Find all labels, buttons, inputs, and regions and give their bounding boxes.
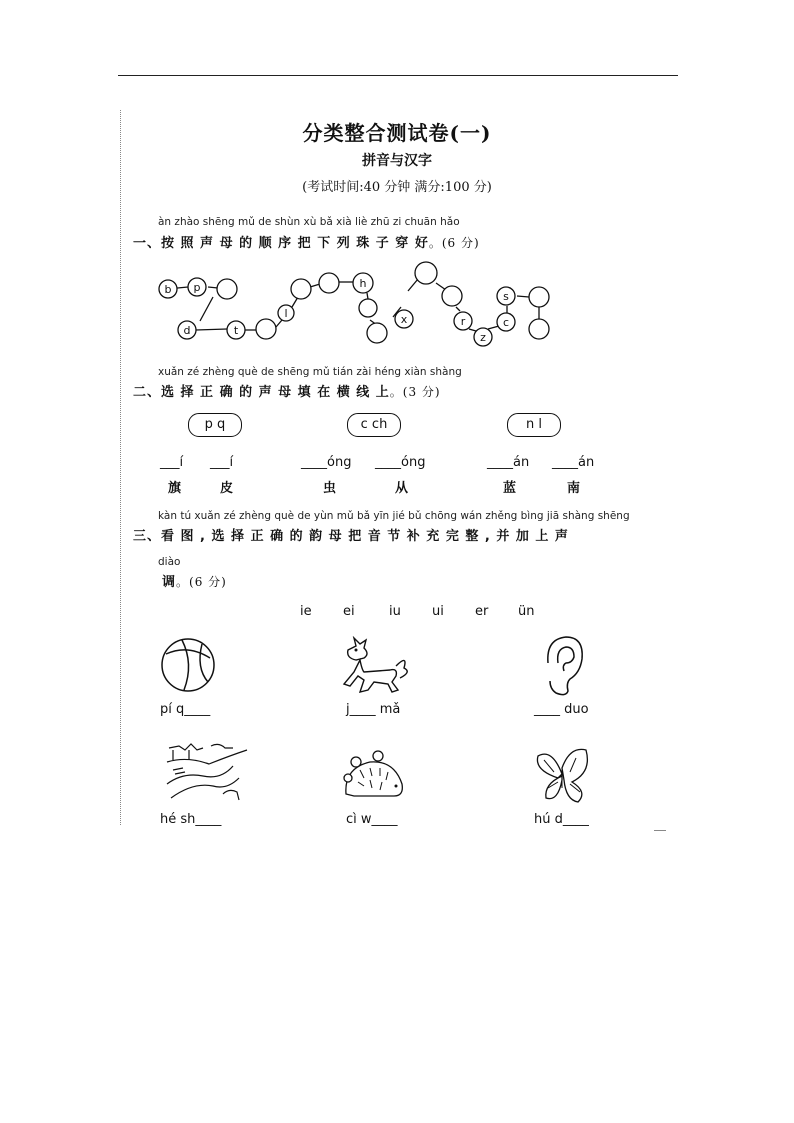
section2-pinyin: xuǎn zé zhèng què de shēng mǔ tián zài héng xiàn shàng	[158, 366, 462, 378]
blank-syllable[interactable]: ___í	[160, 455, 184, 470]
blank-syllable[interactable]: ____óng	[301, 455, 352, 470]
picture-syllable[interactable]: hú d____	[534, 812, 589, 827]
picture-syllable[interactable]: j____ mǎ	[346, 702, 401, 717]
bead-label: t	[233, 324, 239, 337]
hanzi-char: 南	[567, 481, 581, 496]
rime-option: ün	[518, 604, 535, 619]
corner-mark	[654, 830, 666, 831]
bead-label: l	[284, 307, 288, 320]
bead-label: x	[400, 313, 408, 326]
horse-icon	[334, 636, 414, 698]
rime-option: ei	[343, 604, 355, 619]
blank-syllable[interactable]: ____án	[552, 455, 595, 470]
bead-label: c	[502, 316, 510, 329]
option-oval: n l	[507, 413, 561, 437]
hanzi-char: 虫	[323, 481, 337, 496]
rime-option: er	[475, 604, 489, 619]
section3-pinyin2: diào	[158, 556, 181, 568]
bead-label: r	[460, 315, 466, 328]
bead-label: d	[183, 324, 191, 337]
ball-icon	[160, 636, 220, 696]
hanzi-char: 旗	[168, 481, 182, 496]
bead-label: p	[193, 281, 201, 294]
bead-label: s	[503, 290, 509, 303]
butterfly-icon	[532, 744, 594, 804]
section2-question-text: 二、选 择 正 确 的 声 母 填 在 横 线 上	[133, 385, 390, 400]
option-oval: c ch	[347, 413, 401, 437]
picture-syllable[interactable]: cì w____	[346, 812, 398, 827]
page-subtitle: 拼音与汉字	[362, 153, 432, 169]
picture-syllable[interactable]: pí q____	[160, 702, 211, 717]
blank-syllable[interactable]: ____án	[487, 455, 530, 470]
bead-string-diagram	[150, 255, 570, 355]
section3-question2-text: 调	[162, 575, 177, 590]
section1-question	[133, 232, 480, 251]
section3-question2	[162, 571, 227, 590]
section3-pinyin: kàn tú xuǎn zé zhèng què de yùn mǔ bǎ yīn jié bǔ chōng wán zhěng bìng jiā shàng shēng	[158, 510, 630, 522]
rime-option: ui	[432, 604, 444, 619]
section3-question: 三、看 图 , 选 择 正 确 的 韵 母 把 音 节 补 充 完 整 , 并 加 上 声	[133, 529, 569, 544]
section3-score: 。(6 分)	[176, 575, 227, 589]
top-rule	[118, 75, 678, 76]
hedgehog-icon	[340, 748, 410, 802]
rime-option: iu	[389, 604, 401, 619]
hanzi-char: 蓝	[503, 481, 517, 496]
option-oval: p q	[188, 413, 242, 437]
section1-pinyin: àn zhào shēng mǔ de shùn xù bǎ xià liè zhū zi chuān hǎo	[158, 216, 460, 228]
picture-syllable[interactable]: ____ duo	[534, 702, 589, 717]
bead-label: h	[359, 277, 367, 290]
blank-syllable[interactable]: ____óng	[375, 455, 426, 470]
river-icon	[163, 742, 251, 806]
section1-question-text: 一、按 照 声 母 的 顺 序 把 下 列 珠 子 穿 好	[133, 236, 429, 251]
rime-option: ie	[300, 604, 312, 619]
hanzi-char: 从	[395, 481, 409, 496]
section2-question	[133, 381, 441, 400]
section1-score: 。(6 分)	[428, 236, 480, 250]
bead-label: z	[480, 331, 486, 344]
hanzi-char: 皮	[220, 481, 234, 496]
blank-syllable[interactable]: ___í	[210, 455, 234, 470]
picture-syllable[interactable]: hé sh____	[160, 812, 222, 827]
page-title: 分类整合测试卷(一)	[302, 121, 492, 145]
binding-dotted-line	[120, 110, 121, 825]
bead-label: b	[164, 283, 172, 296]
exam-info: (考试时间:40 分钟 满分:100 分)	[302, 180, 492, 195]
section2-score: 。(3 分)	[389, 385, 441, 399]
ear-icon	[538, 633, 588, 699]
